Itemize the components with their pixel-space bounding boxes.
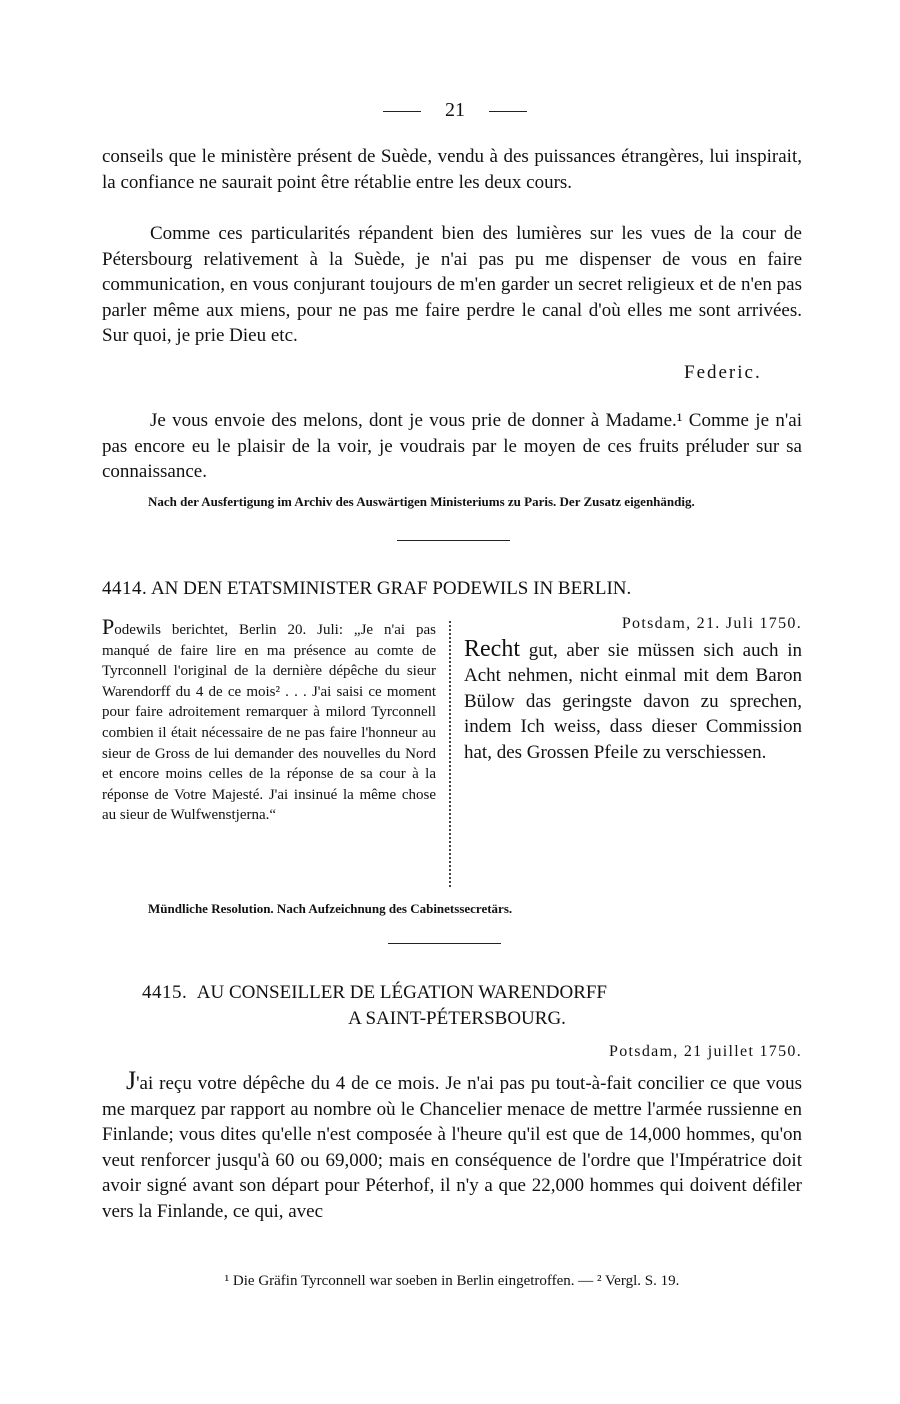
footnotes: ¹ Die Gräfin Tyrconnell war soeben in Berlin eingetroffen. — ² Vergl. S. 19. <box>224 1273 680 1289</box>
page-header <box>102 98 802 122</box>
section-separator <box>397 540 510 541</box>
doc-4414-heading <box>102 577 802 601</box>
doc-4415-title-line2: A SAINT-PÉTERSBOURG. <box>348 1008 566 1029</box>
header-dash-left <box>383 111 421 112</box>
postscript: Je vous envoie des melons, dont je vous prie de donner à Madame.¹ Comme je n'ai pas encore eu le plaisir de la voir, je voudrais par le moyen de ces fruits préluder sur sa connaissance. <box>102 410 802 483</box>
doc-4414-title: AN DEN ETATSMINISTER GRAF PODEWILS IN BERLIN. <box>150 578 632 599</box>
letter-paragraph: Comme ces particularités répandent bien des lumières sur les vues de la cour de Pétersbourg relativement à la Suède, je n'ai pas pu me dispenser de vous en faire communication, en vous conjurant toujours de m'en garder un secret religieux et de n'en pas parler même aux miens, pour ne pas me faire perdre le canal d'où elles me sont arrivées. Sur quoi, je prie Dieu etc. <box>102 223 802 347</box>
doc-4414-number: 4414. <box>102 578 148 599</box>
report-initial: P <box>102 614 115 639</box>
report-summary <box>102 614 436 826</box>
doc-4415-title-line1: AU CONSEILLER DE LÉGATION WARENDORFF <box>196 982 608 1003</box>
doc-4415-heading-line2 <box>102 1007 802 1031</box>
continuation-paragraph: conseils que le ministère présent de Suède, vendu à des puissances étrangères, lui inspirait, la confiance ne saurait point être rétablie entre les deux cours. <box>102 146 802 193</box>
source-note-4414: Mündliche Resolution. Nach Aufzeichnung des Cabinetssecretärs. <box>148 901 513 916</box>
resolution-column <box>464 612 802 765</box>
body-text: 'ai reçu votre dépêche du 4 de ce mois. Je n'ai pas pu tout-à-fait concilier ce que vous me marquez par rapport au nombre où le Chancelier menace de mettre l'armée russienne en Finlande; vous dites qu'elle n'est composée à l'heure qu'il est que de 14,000 hommes, qu'on veut renforcer jusqu'à 60 ou 69,000; mais en conséquence de l'ordre que l'Impératrice doit avoir signé avant son départ pour Péterhof, il n'y a que 22,000 hommes qui doivent défiler vers la Finlande, ce qui, avec <box>102 1073 802 1222</box>
doc-4415-heading <box>102 981 802 1005</box>
doc-4415-body <box>102 1068 802 1225</box>
resolution-text: gut, aber sie müssen sich auch in Acht nehmen, nicht einmal mit dem Baron Bülow das geringste davon zu sprechen, indem Ich weiss, dass dieser Commission hat, des Grossen Pfeile zu verschiessen. <box>464 640 802 763</box>
doc-4414-dateline: Potsdam, 21. Juli 1750. <box>621 615 802 632</box>
signature: Federic. <box>684 362 762 383</box>
doc-4415-dateline: Potsdam, 21 juillet 1750. <box>609 1043 802 1060</box>
header-dash-right <box>489 111 527 112</box>
resolution-first-word: Recht <box>464 636 520 662</box>
section-separator <box>388 943 501 944</box>
body-initial: J <box>126 1066 137 1095</box>
page-number: 21 <box>445 99 465 121</box>
source-note-4413: Nach der Ausfertigung im Archiv des Auswärtigen Ministeriums zu Paris. Der Zusatz eigenhändig. <box>148 494 695 509</box>
doc-4415-number: 4415. <box>142 982 188 1003</box>
report-text: odewils berichtet, Berlin 20. Juli: „Je n'ai pas manqué de faire lire en ma présence au comte de Tyrconnell l'original de la dernière dépêche du sieur Warendorff du 4 de ce mois² . . . J'ai saisi ce moment pour faire adroitement remarquer à milord Tyrconnell combien il était nécessaire de ne pas faire l'honneur au sieur de Gross de lui demander des nouvelles du Nord et encore moins celles de la réponse de sa cour à la réponse de Votre Majesté. J'ai insinué la même chose au sieur de Wulfwenstjerna.“ <box>102 622 436 824</box>
column-divider <box>449 621 451 887</box>
resolution-text-block <box>464 637 802 765</box>
